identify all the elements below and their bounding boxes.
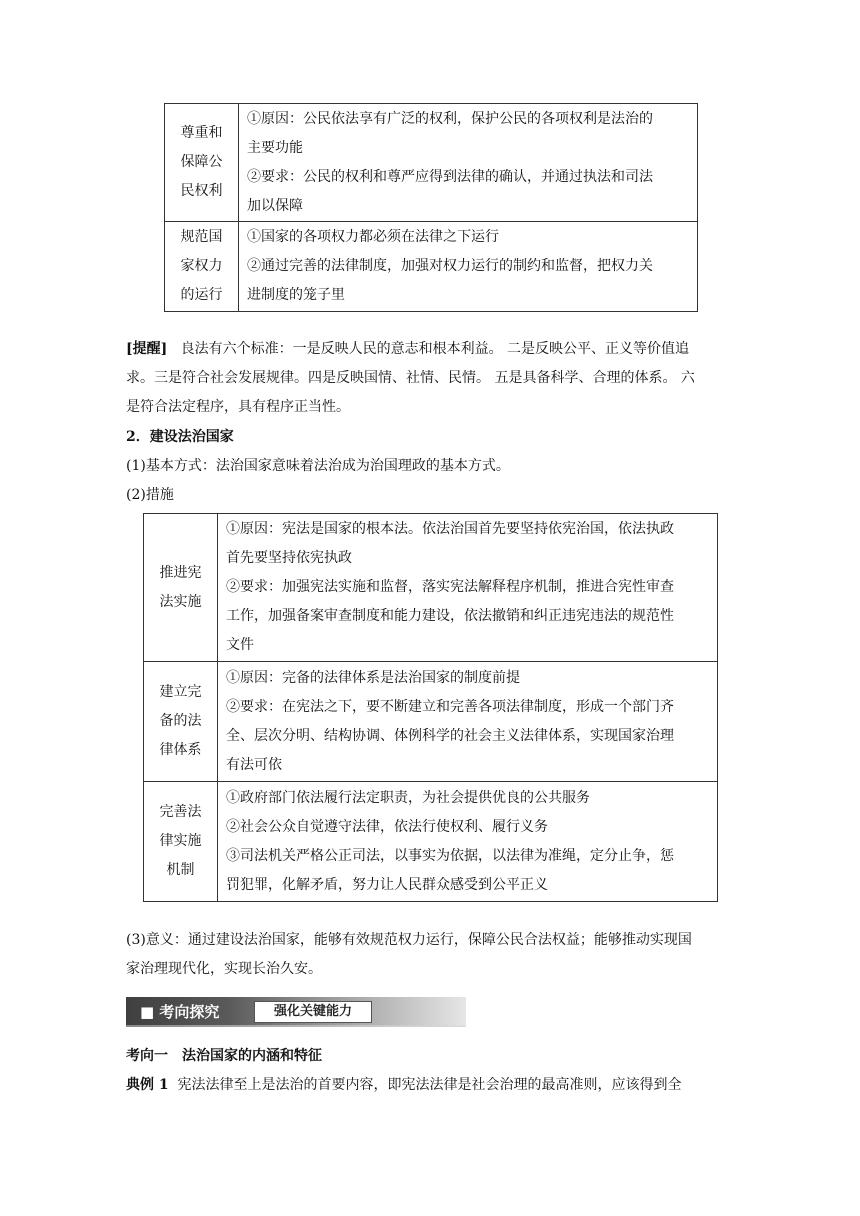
measures-table xyxy=(143,513,718,902)
row-content: ①原因：完备的法律体系是法治国家的制度前提 ②要求：在宪法之下，要不断建立和完善各项法律制度，形成一个部门齐 全、层次分明、结构协调、体例科学的社会主义法律体系，实现国家治理 有法可依 xyxy=(218,662,718,782)
row-content: ①原因：公民依法享有广泛的权利，保护公民的各项权利是法治的 主要功能 ②要求：公民的权利和尊严应得到法律的确认，并通过执法和司法 加以保障 xyxy=(239,104,698,222)
section-heading: 2．建设法治国家 xyxy=(126,429,234,445)
table-row xyxy=(165,222,698,312)
table-row xyxy=(144,662,718,782)
banner-subtitle: 强化关键能力 xyxy=(254,1001,372,1023)
banner-title: ■ 考向探究 xyxy=(140,1003,220,1021)
example-label: 典例 1 xyxy=(126,1077,169,1093)
reminder-label: [提醒] xyxy=(126,341,168,357)
item-basic-method: (1)基本方式：法治国家意味着法治成为治国理政的基本方式。 xyxy=(126,458,510,474)
row-content: ①原因：宪法是国家的根本法。依法治国首先要坚持依宪治国，依法执政 首先要坚持依宪执政 ②要求：加强宪法实施和监督，落实宪法解释程序机制，推进合宪性审查 工作，加强备案审查制度和能力建设，依法撤销和纠正违宪违法的规范性 文件 xyxy=(218,514,718,662)
table-row xyxy=(144,514,718,662)
row-heading: 规范国 家权力 的运行 xyxy=(165,222,239,312)
section-banner xyxy=(126,997,466,1027)
example-paragraph: 典例 1 宪法法律至上是法治的首要内容，即宪法法律是社会治理的最高准则，应该得到全 xyxy=(126,1077,682,1093)
item-measures: (2)措施 xyxy=(126,487,174,503)
row-heading: 建立完 备的法 律体系 xyxy=(144,662,218,782)
banner-underline xyxy=(126,1025,466,1027)
item-significance: (3)意义：通过建设法治国家，能够有效规范权力运行，保障公民合法权益；能够推动实现国 家治理现代化，实现长治久安。 xyxy=(126,932,692,977)
rights-power-table xyxy=(164,103,698,312)
row-content: ①国家的各项权力都必须在法律之下运行 ②通过完善的法律制度，加强对权力运行的制约和监督，把权力关 进制度的笼子里 xyxy=(239,222,698,312)
row-heading: 推进宪 法实施 xyxy=(144,514,218,662)
table-row xyxy=(165,104,698,222)
reminder-paragraph: [提醒] 良法有六个标准：一是反映人民的意志和根本利益。 二是反映公平、正义等价值追 求。三是符合社会发展规律。四是反映国情、社情、民情。 五是具备科学、合理的体系。 六 是符合法定程序，具有程序正当性。 xyxy=(126,341,695,415)
table-row xyxy=(144,782,718,902)
row-heading: 尊重和 保障公 民权利 xyxy=(165,104,239,222)
row-heading: 完善法 律实施 机制 xyxy=(144,782,218,902)
row-content: ①政府部门依法履行法定职责，为社会提供优良的公共服务 ②社会公众自觉遵守法律，依法行使权利、履行义务 ③司法机关严格公正司法，以事实为依据，以法律为准绳，定分止争，惩 罚犯罪，化解矛盾，努力让人民群众感受到公平正义 xyxy=(218,782,718,902)
direction-heading: 考向一 法治国家的内涵和特征 xyxy=(126,1048,322,1064)
